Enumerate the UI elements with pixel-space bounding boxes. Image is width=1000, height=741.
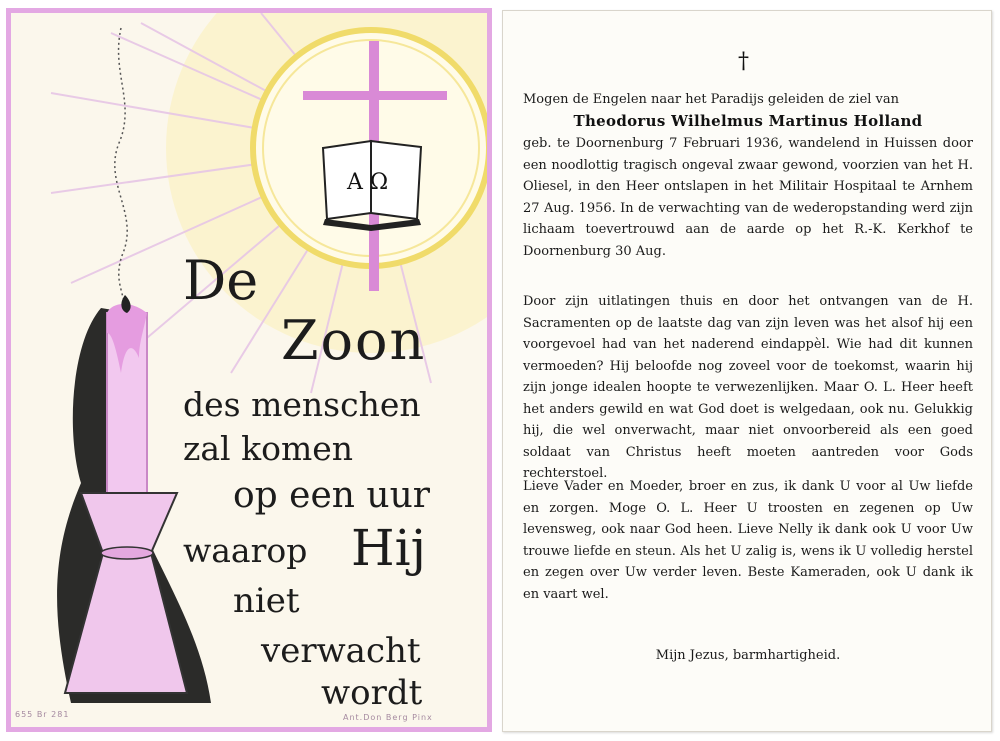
candle-icon bbox=[107, 295, 147, 503]
farewell-paragraph: Lieve Vader en Moeder, broer en zus, ik dank U voor al Uw liefde en zorgen. Moge O. L. Heer U troosten en zegenen op Uw levensweg, ook naar God heen. Lieve Nelly ik dank ook U voor Uw trouwe liefde en steun. Als het U zalig is, wens ik U volledig herstel en zegen over Uw verder leven. Beste Kameraden, ook U dank ik en vaart wel. bbox=[523, 479, 973, 602]
prayer-card-back bbox=[502, 10, 992, 732]
poem-line-9: wordt bbox=[321, 673, 423, 713]
poem-line-5: op een uur bbox=[233, 475, 430, 516]
poem-line-3: des menschen bbox=[183, 385, 421, 424]
closing-prayer: Mijn Jezus, barmhartigheid. bbox=[655, 648, 841, 663]
artist-credit: Ant.Don Berg Pinx bbox=[343, 713, 433, 722]
reflection-paragraph: Door zijn uitlatingen thuis en door het ontvangen van de H. Sacramenten op de laatste dag van zijn leven was het alsof hij een voorgevoel had van het naderend eindappèl. Wie had dit kunnen vermoeden? Hij beloofde nog zoveel voor de toekomst, waarin hij zijn jonge idealen hoopte te verwezenlijken. Maar O. L. Heer heeft het anders gewild en wat God doet is welgedaan, ook nu. Gelukkig hij, die wel onverwacht, maar niet onvoorbereid als een goed soldaat van Christus heeft moeten aantreden voor Gods rechterstoel. bbox=[523, 294, 973, 481]
poem-line-6: waarop bbox=[183, 531, 308, 570]
dagger-cross-icon: † bbox=[738, 49, 749, 74]
poem-line-4: zal komen bbox=[183, 429, 354, 468]
poem-line-1: De bbox=[183, 249, 259, 312]
poem-line-7: niet bbox=[233, 581, 300, 621]
smoke-icon bbox=[115, 28, 127, 313]
poem-line-2: Zoon bbox=[281, 309, 427, 372]
poem-line-8: verwacht bbox=[261, 631, 421, 671]
printer-code: 655 Br 281 bbox=[15, 710, 70, 719]
deceased-name: Theodorus Wilhelmus Martinus Holland bbox=[573, 112, 923, 130]
intro-line: Mogen de Engelen naar het Paradijs geleiden de ziel van bbox=[523, 92, 900, 107]
poem-line-6-emphasis: Hij bbox=[351, 519, 427, 577]
biography-paragraph: geb. te Doornenburg 7 Februari 1936, wandelend in Huissen door een noodlottig tragisch ongeval zwaar gewond, voorzien van het H. Oliesel, in den Heer ontslapen in het Militair Hospitaal te Arnhem 27 Aug. 1956. In de verwachting van de wederopstanding werd zijn lichaam toevertrouwd aan de aarde op het R.-K. Kerkhof te Doornenburg 30 Aug. bbox=[523, 136, 973, 259]
svg-text:A Ω: A Ω bbox=[347, 170, 389, 195]
prayer-card-front bbox=[6, 8, 492, 732]
